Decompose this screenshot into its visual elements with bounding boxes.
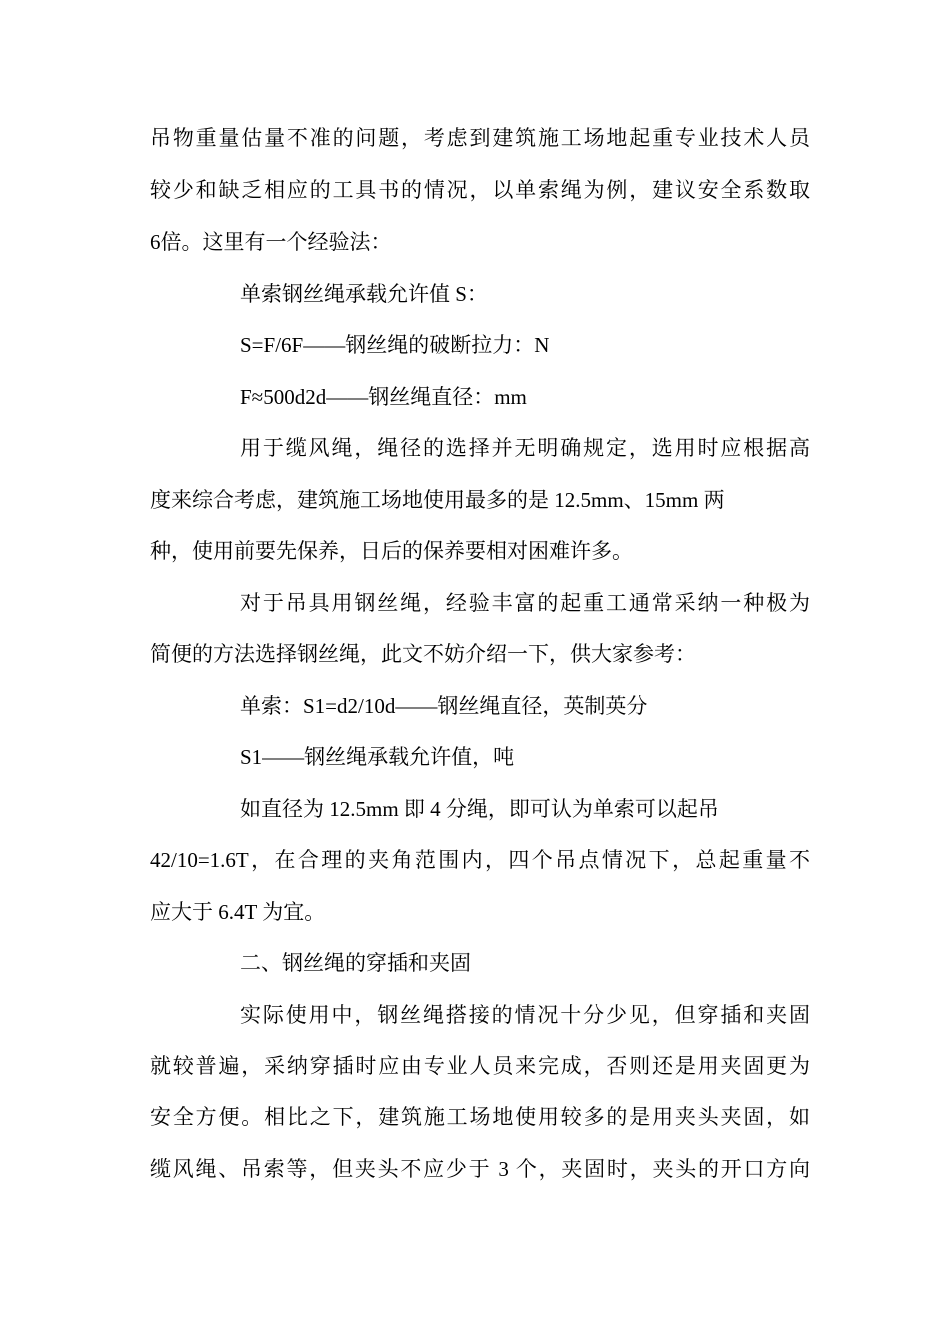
formula-line: F≈500d2d——钢丝绳直径：mm: [240, 385, 527, 409]
formula-line: S=F/6F——钢丝绳的破断拉力：N: [240, 333, 550, 357]
paragraph-line: 度来综合考虑，建筑施工场地使用最多的是 12.5mm、15mm 两: [150, 488, 725, 512]
paragraph-line: 安全方便。相比之下，建筑施工场地使用较多的是用夹头夹固，如: [150, 1105, 810, 1129]
paragraph-line: 用于缆风绳，绳径的选择并无明确规定，选用时应根据高: [240, 436, 810, 460]
section-heading: 二、钢丝绳的穿插和夹固: [240, 951, 471, 975]
paragraph-line: 简便的方法选择钢丝绳，此文不妨介绍一下，供大家参考：: [150, 642, 696, 666]
formula-line: S1——钢丝绳承载允许值，吨: [240, 745, 515, 769]
paragraph-line: 就较普遍，采纳穿插时应由专业人员来完成，否则还是用夹固更为: [150, 1054, 810, 1078]
paragraph-line: 如直径为 12.5mm 即 4 分绳，即可认为单索可以起吊: [240, 797, 719, 821]
paragraph-line: 吊物重量估量不准的问题，考虑到建筑施工场地起重专业技术人员: [150, 126, 810, 150]
paragraph-line: 较少和缺乏相应的工具书的情况，以单索绳为例，建议安全系数取: [150, 178, 810, 202]
paragraph-line: 缆风绳、吊索等，但夹头不应少于 3 个，夹固时，夹头的开口方向: [150, 1157, 810, 1181]
formula-line: 单索：S1=d2/10d——钢丝绳直径，英制英分: [240, 694, 648, 718]
formula-heading: 单索钢丝绳承载允许值 S：: [240, 282, 488, 306]
paragraph-line: 种，使用前要先保养，日后的保养要相对困难许多。: [150, 539, 633, 563]
paragraph-line: 6倍。这里有一个经验法：: [150, 230, 392, 254]
paragraph-line: 实际使用中，钢丝绳搭接的情况十分少见，但穿插和夹固: [240, 1003, 810, 1027]
paragraph-line: 应大于 6.4T 为宜。: [150, 900, 326, 924]
paragraph-line: 42/10=1.6T，在合理的夹角范围内，四个吊点情况下，总起重量不: [150, 848, 810, 872]
paragraph-line: 对于吊具用钢丝绳，经验丰富的起重工通常采纳一种极为: [240, 591, 810, 615]
